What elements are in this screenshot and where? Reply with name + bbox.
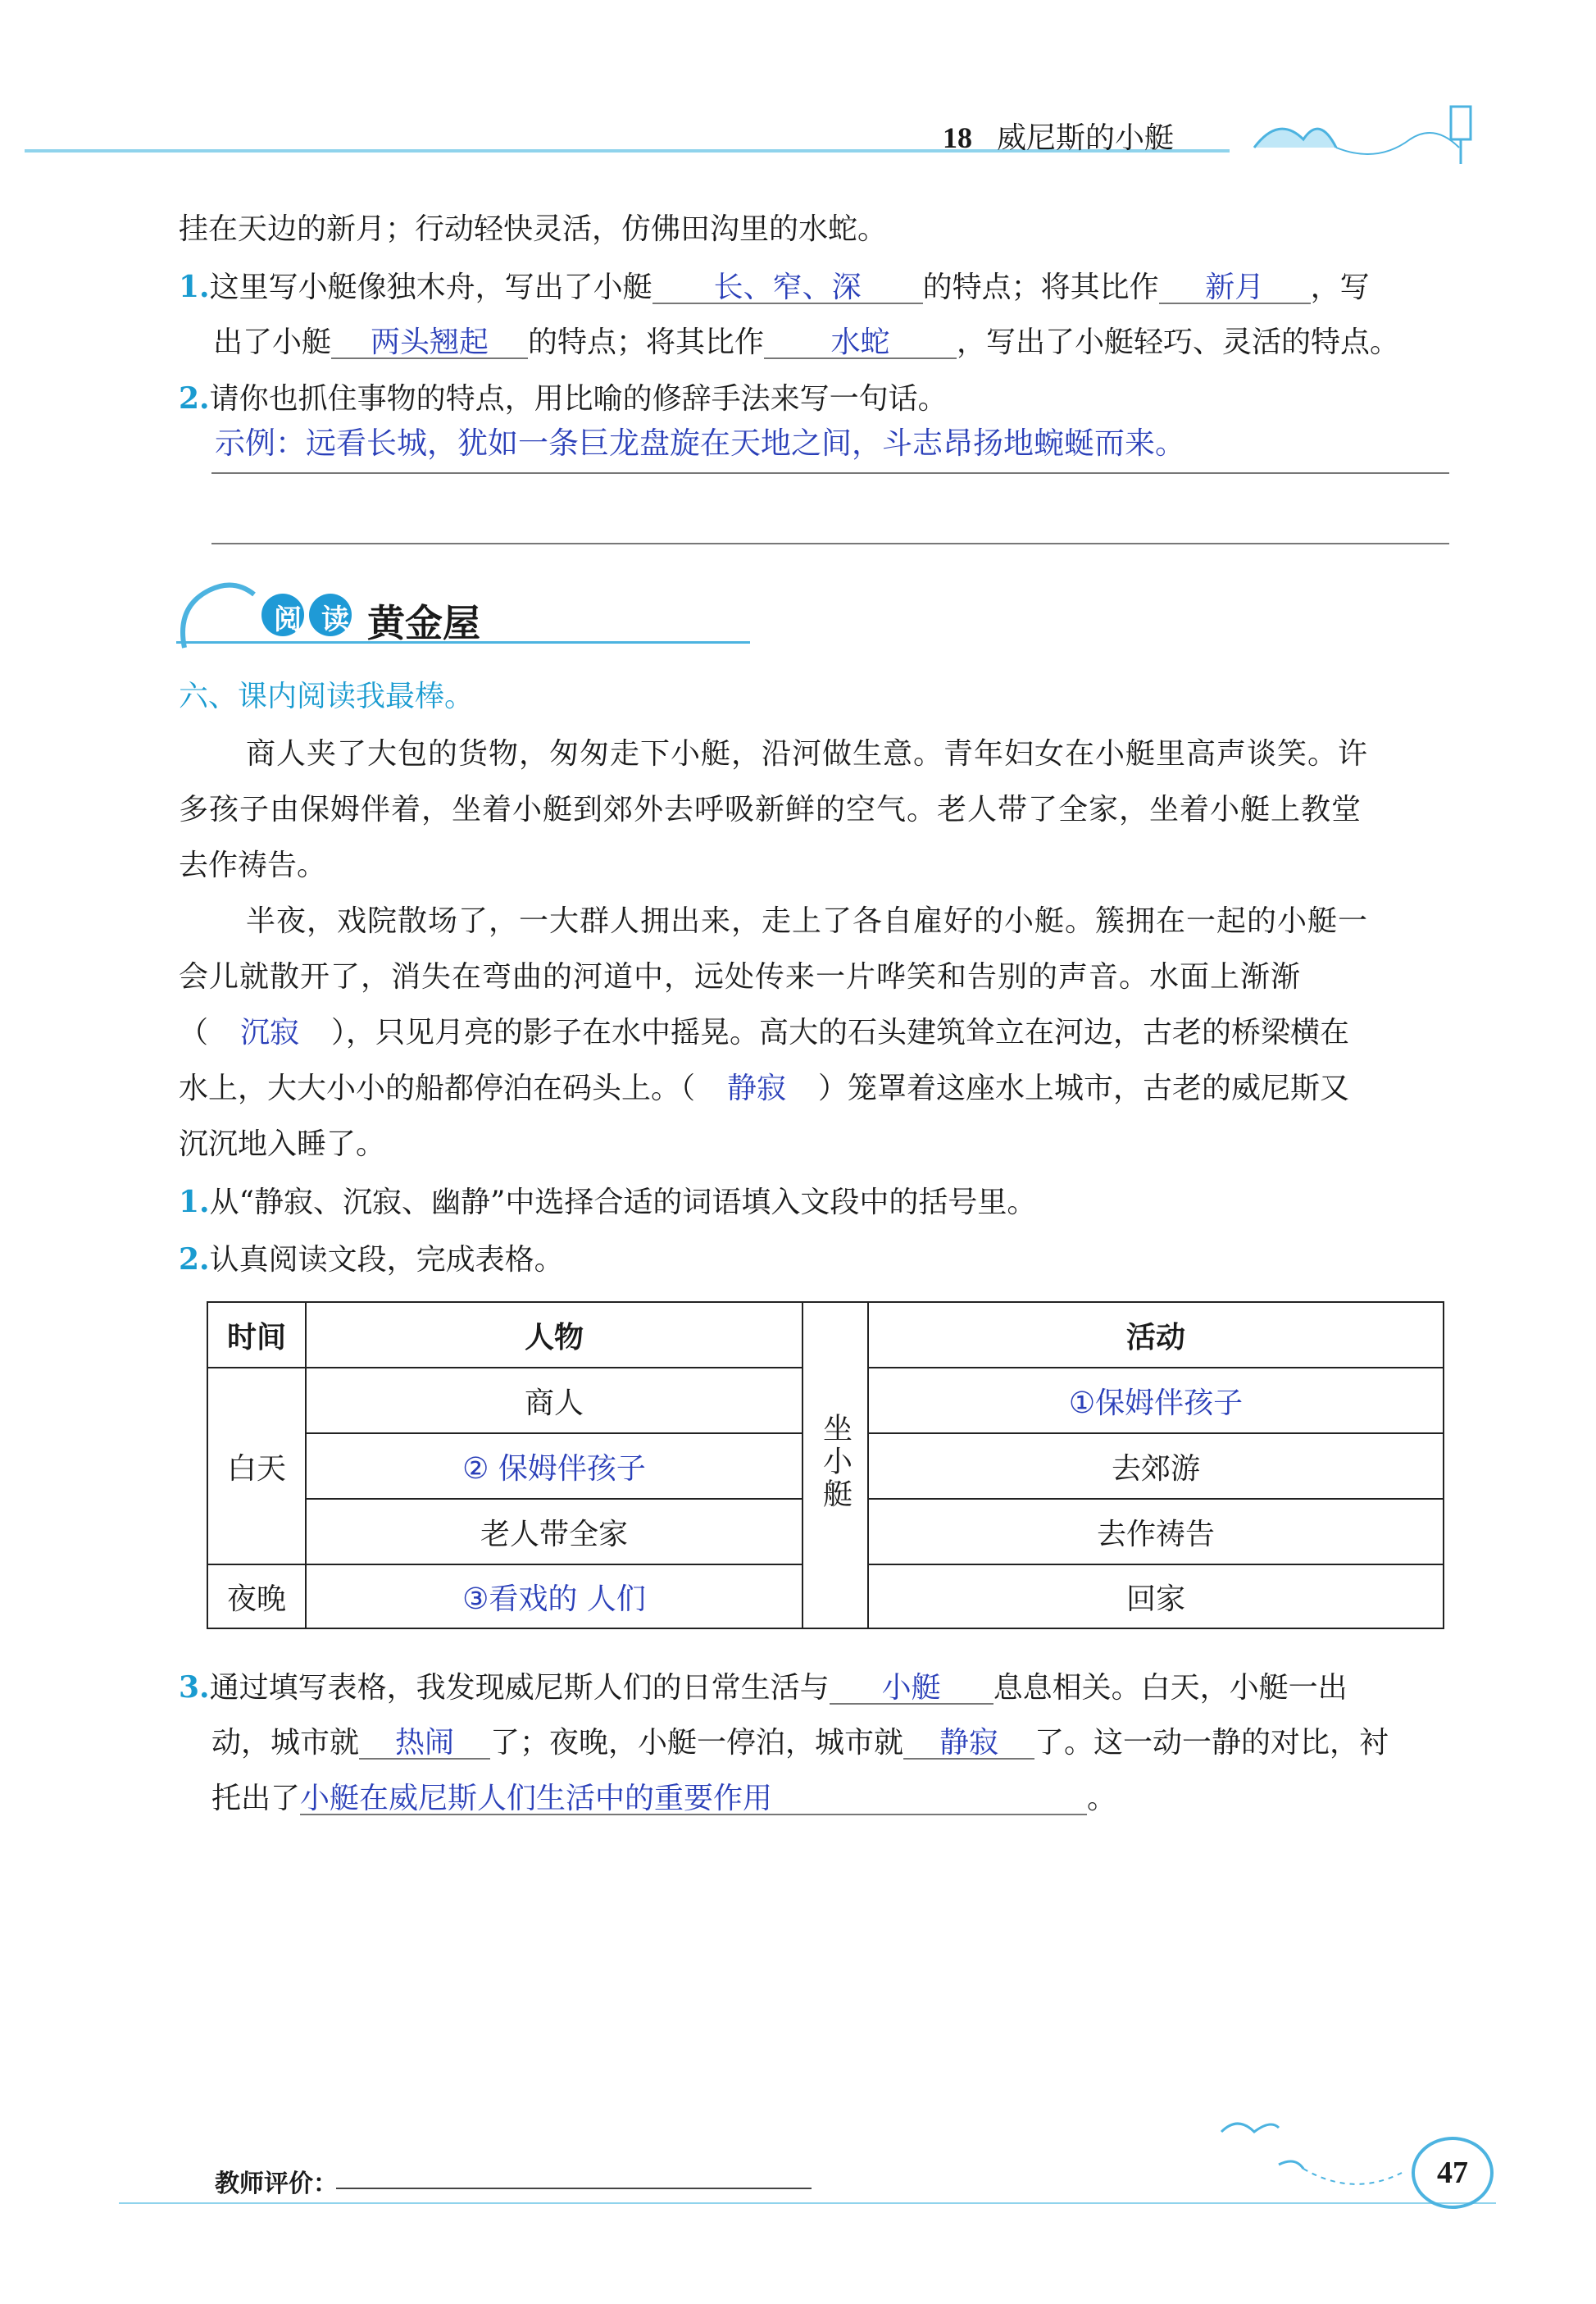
r3-text-e: 了。这一动一静的对比，衬 (1034, 1726, 1389, 1760)
teacher-evaluation-line[interactable] (336, 2188, 812, 2189)
passage-line: 半夜，戏院散场了，一大群人拥出来，走上了各自雇好的小艇。簇拥在一起的小艇一 (246, 904, 1369, 938)
passage-line: 沉沉地入睡了。 (179, 1127, 386, 1161)
reading-question-3-line-2 (211, 1728, 1389, 1760)
cell-person-4[interactable]: ③看戏的 人们 (306, 1564, 803, 1628)
r3-answer-3: 静寂 (939, 1726, 999, 1760)
passage-text: ），只见月亮的影子在水中摇晃。高大的石头建筑耸立在河边，古老的桥梁横在 (331, 1016, 1350, 1050)
cell-day: 白天 (207, 1368, 306, 1564)
passage-line: 商人夹了大包的货物，匆匆走下小艇，沿河做生意。青年妇女在小艇里高声谈笑。许 (246, 737, 1369, 771)
r3-answer-1: 小艇 (881, 1671, 941, 1705)
q1-answer-3: 两头翘起 (371, 326, 489, 359)
r3-text-f: 托出了 (211, 1782, 301, 1815)
passage-line: 去作祷告。 (179, 849, 327, 882)
r3-text-a: 通过填写表格，我发现威尼斯人们的日常生活与 (209, 1671, 830, 1705)
passage-line: 会儿就散开了，消失在弯曲的河道中，远处传来一片哗笑和告别的声音。水面上渐渐 (179, 960, 1302, 994)
q1-text-c: ，写 (1310, 271, 1370, 304)
r3-blank-4[interactable] (300, 1784, 1087, 1815)
cell-activity-3: 去作祷告 (868, 1499, 1444, 1564)
banner-char-1: 阅 (274, 603, 302, 636)
banner-char-2: 读 (321, 603, 349, 636)
reading-question-2-text: 认真阅读文段，完成表格。 (209, 1243, 564, 1277)
cell-person-2[interactable]: ② 保姆伴孩子 (306, 1433, 803, 1499)
passage-line: 多孩子由保姆伴着，坐着小艇到郊外去呼吸新鲜的空气。老人带了全家，坐着小艇上教堂 (179, 793, 1362, 826)
reading-question-2 (179, 1242, 564, 1277)
q1-text-d: 出了小艇 (213, 326, 332, 359)
cell-activity-2: 去郊游 (868, 1433, 1444, 1499)
q1-blank-1[interactable] (652, 273, 923, 304)
section-title: 黄金屋 (367, 601, 480, 645)
part-title: 六、课内阅读我最棒。 (179, 680, 475, 713)
lesson-number: 18 (943, 121, 972, 154)
cell-person-3: 老人带全家 (306, 1499, 803, 1564)
passage-blank-2[interactable]: 静寂 (727, 1072, 787, 1105)
r3-text-g: 。 (1087, 1782, 1117, 1815)
cell-activity-4: 回家 (868, 1564, 1444, 1628)
r3-blank-3[interactable] (903, 1728, 1034, 1760)
reading-question-3-line-3 (211, 1784, 1116, 1815)
lesson-title: 威尼斯的小艇 (997, 121, 1175, 155)
r3-blank-2[interactable] (359, 1728, 490, 1760)
footer-rule (119, 2202, 1496, 2204)
birds-decoration-icon (1213, 2107, 1410, 2197)
header-time: 时间 (207, 1302, 306, 1368)
intro-line: 挂在天边的新月；行动轻快灵活，仿佛田沟里的水蛇。 (179, 212, 888, 246)
lesson-header (943, 115, 1174, 157)
cell-activity-1[interactable]: ①保姆伴孩子 (868, 1368, 1444, 1433)
r3-answer-4: 小艇在威尼斯人们生活中的重要作用 (300, 1782, 773, 1815)
passage-text: 水上，大大小小的船都停泊在码头上。（ (179, 1072, 696, 1105)
passage-line (179, 1018, 1349, 1048)
question-1-line-2 (213, 328, 1399, 359)
q1-blank-2[interactable] (1159, 273, 1311, 304)
passage-line (179, 1074, 1349, 1104)
cell-night: 夜晚 (207, 1564, 306, 1628)
q1-answer-1: 长、窄、深 (713, 271, 862, 304)
r3-text-b: 息息相关。白天，小艇一出 (993, 1671, 1348, 1705)
cell-person-1: 商人 (306, 1368, 803, 1433)
question-1-line-1 (179, 272, 1370, 304)
q1-blank-4[interactable] (764, 328, 957, 359)
banner-rule (176, 641, 750, 644)
q1-text-b: 的特点；将其比作 (922, 271, 1159, 304)
header-person: 人物 (306, 1302, 803, 1368)
question-1-number: 1. (179, 270, 210, 304)
page-number: 47 (1412, 2137, 1494, 2209)
question-2-prompt: 请你也抓住事物的特点，用比喻的修辞手法来写一句话。 (209, 382, 948, 416)
teacher-evaluation-label: 教师评价： (215, 2170, 338, 2198)
answer-line-1 (211, 472, 1449, 474)
mid-column (803, 1302, 868, 1628)
butterfly-lamp-decoration-icon (1230, 90, 1492, 164)
activity-table (207, 1301, 1444, 1628)
passage-blank-1[interactable]: 沉寂 (240, 1016, 300, 1050)
r3-text-d: 了；夜晚，小艇一停泊，城市就 (490, 1726, 904, 1760)
reading-question-1 (179, 1187, 1036, 1218)
q1-answer-4: 水蛇 (830, 326, 890, 359)
r3-text-c: 动，城市就 (211, 1726, 360, 1760)
mid-label: 坐小艇 (818, 1412, 853, 1511)
q1-answer-2: 新月 (1205, 271, 1265, 304)
r3-answer-2: 热闹 (395, 1726, 455, 1760)
q1-blank-3[interactable] (331, 328, 528, 359)
question-2-answer[interactable]: 示例：远看长城，犹如一条巨龙盘旋在天地之间，斗志昂扬地蜿蜒而来。 (215, 426, 1185, 461)
question-2-number: 2. (179, 381, 210, 416)
paren-open: （ (179, 1016, 209, 1050)
reading-question-1-number: 1. (179, 1185, 210, 1219)
question-2 (179, 381, 948, 416)
reading-question-1-text: 从“静寂、沉寂、幽静”中选择合适的词语填入文段中的括号里。 (209, 1186, 1037, 1219)
reading-question-3-number: 3. (179, 1670, 210, 1705)
reading-question-3-line-1 (179, 1670, 1348, 1705)
reading-question-2-number: 2. (179, 1242, 210, 1277)
r3-blank-1[interactable] (830, 1673, 994, 1705)
q1-text-a: 这里写小艇像独木舟，写出了小艇 (209, 271, 652, 304)
q1-text-e: 的特点；将其比作 (528, 326, 765, 359)
header-activity: 活动 (868, 1302, 1444, 1368)
answer-line-2 (211, 543, 1449, 544)
q1-text-f: ，写出了小艇轻巧、灵活的特点。 (957, 326, 1400, 359)
passage-text: ）笼罩着这座水上城市，古老的威尼斯又 (818, 1072, 1350, 1105)
